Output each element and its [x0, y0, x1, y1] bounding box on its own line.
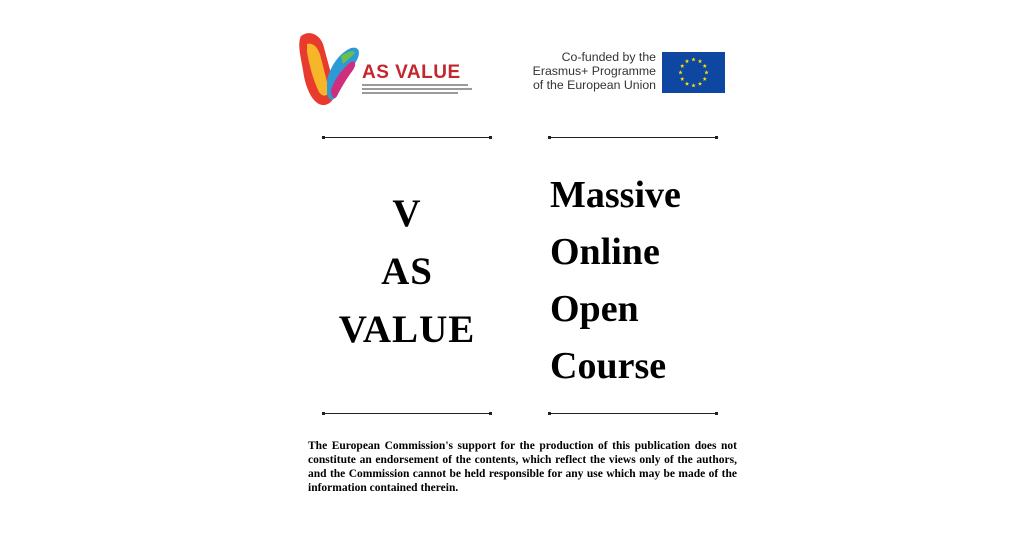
eu-disclaimer: The European Commission's support for the production of this publication does not constitute an endorsement of the contents, which reflect the views only of the authors, and the Commission cannot be held responsible for any use which may be made of the information contained therein. [308, 440, 737, 494]
project-title-line: AS [381, 250, 433, 293]
logo-wordmark: AS VALUE [362, 62, 461, 83]
bottom-right-divider [548, 413, 718, 414]
eu-cofunding-text [522, 50, 656, 92]
logo-tagline-graphic [362, 84, 472, 96]
course-title-line: Course [550, 345, 667, 387]
top-left-divider [322, 137, 492, 138]
eu-text-line: Erasmus+ Programme [532, 64, 656, 78]
top-right-divider [548, 137, 718, 138]
bottom-left-divider [322, 413, 492, 414]
course-title-line: Open [550, 288, 639, 330]
course-title [550, 167, 750, 395]
project-title-line: V [392, 192, 422, 235]
eu-text-line: of the European Union [532, 78, 656, 92]
eu-flag-icon [662, 52, 725, 93]
course-title-line: Online [550, 231, 660, 273]
v-logo-emblem [297, 30, 361, 110]
course-title-line: Massive [550, 174, 681, 216]
eu-text-line: Co-funded by the [561, 50, 656, 64]
project-title [322, 185, 492, 359]
project-title-line: VALUE [338, 308, 476, 351]
